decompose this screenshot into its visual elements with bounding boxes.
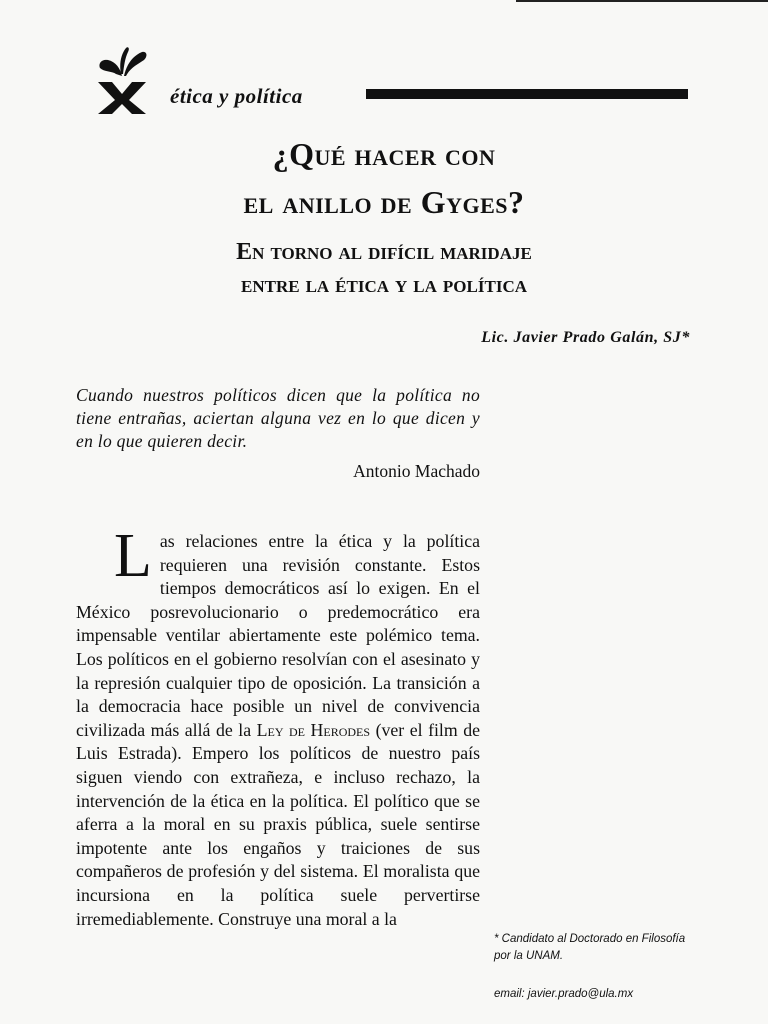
top-rule — [516, 0, 768, 2]
section-label: ética y política — [170, 84, 303, 108]
section-divider-bar — [366, 89, 688, 99]
body-text-part-2: (ver el film de Luis Estrada). Empero los políticos de nuestro país siguen viendo con extrañeza, e incluso rechazo, la intervención de la ética en la política. El político que se aferra a la moral en su praxis pública, suele sentirse impotente ante los engaños y traiciones de sus compañeros de profesión y del sistema. El moralista que incursiona en la política suele pervertirse irremediablemente. Construye una moral a la — [76, 719, 481, 929]
author-email: email: javier.prado@ula.mx — [494, 988, 634, 1000]
subtitle-line-2: entre la ética y la política — [241, 272, 527, 298]
film-title: Ley de Herodes — [256, 719, 371, 740]
journal-logo-icon — [94, 44, 150, 114]
epigraph-quote: Cuando nuestros políticos dicen que la política no tiene entrañas, aciertan alguna vez en lo que dicen y en lo que quieren decir. — [76, 385, 480, 451]
title-line-1: ¿Qué hacer con — [272, 136, 496, 172]
author-byline: Lic. Javier Prado Galán, SJ* — [481, 329, 690, 346]
body-paragraph — [76, 522, 481, 931]
epigraph-attribution: Antonio Machado — [353, 461, 480, 481]
title-line-2: el anillo de Gyges? — [243, 184, 525, 220]
author-footnote: * Candidato al Doctorado en Filosofía por la UNAM. — [494, 933, 686, 962]
subtitle-line-1: En torno al difícil maridaje — [236, 239, 532, 265]
drop-cap: L — [114, 522, 152, 590]
body-text-part-1: as relaciones entre la ética y la política requieren una revisión constante. Estos tiempos democráticos así lo exigen. En el México posrevolucionario o predemocrático era impensable ventilar abiertamente este polémico tema. Los políticos en el gobierno resolvían con el asesinato y la represión cualquier tipo de oposición. La transición a la democracia hace posible un nivel de convivencia civilizada más allá de la — [76, 531, 480, 740]
article-subtitle — [0, 236, 768, 302]
article-title — [0, 130, 768, 226]
